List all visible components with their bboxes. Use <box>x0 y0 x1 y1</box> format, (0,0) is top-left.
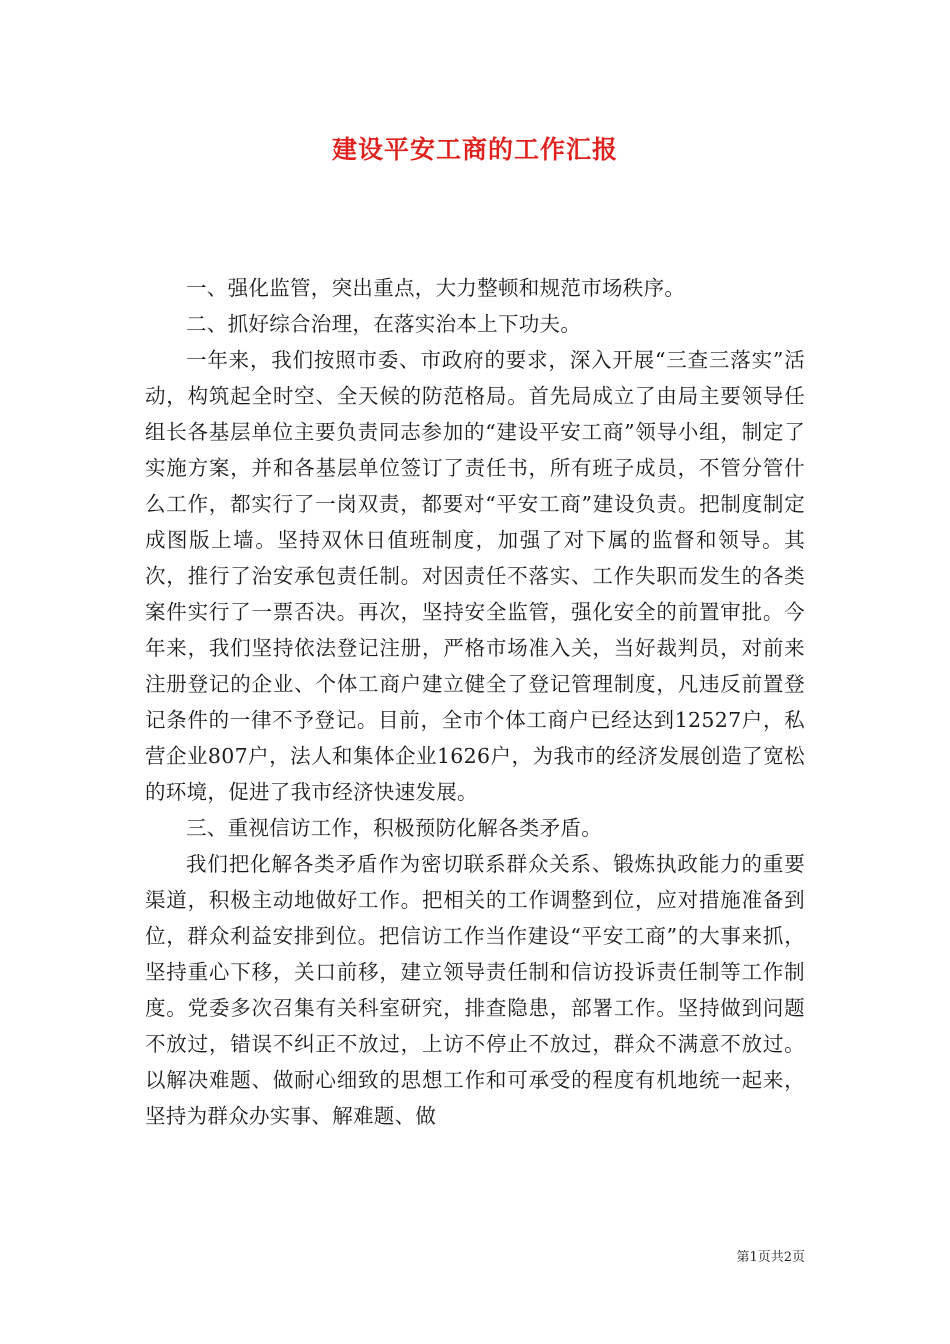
document-title: 建设平安工商的工作汇报 <box>331 135 618 164</box>
paragraph-heading-two: 二、抓好综合治理，在落实治本上下功夫。 <box>186 312 582 336</box>
paragraph-body-two: 我们把化解各类矛盾作为密切联系群众关系、锻炼执政能力的重要渠道，积极主动地做好工作。把相关的工作调整到位，应对措施准备到位，群众利益安排到位。把信访工作当作建设“平安工商”的大事来抓，坚持重心下移，关口前移，建立领导责任制和信访投诉责任制等工作制度。党委多次召集有关科室研究，排查隐患，部署工作。坚持做到问题不放过，错误不纠正不放过，上访不停止不放过，群众不满意不放过。以解决难题、做耐心细致的思想工作和可承受的程度有机地统一起来，坚持为群众办实事、解难题、做 <box>145 852 805 1128</box>
page-number: 第1页共2页 <box>736 1250 805 1265</box>
paragraph-body-one: 一年来，我们按照市委、市政府的要求，深入开展“三查三落实”活动，构筑起全时空、全天候的防范格局。首先局成立了由局主要领导任组长各基层单位主要负责同志参加的“建设平安工商”领导小组，制定了实施方案，并和各基层单位签订了责任书，所有班子成员，不管分管什么工作，都实行了一岗双责，都要对“平安工商”建设负责。把制度制定成图版上墙。坚持双休日值班制度，加强了对下属的监督和领导。其次，推行了治安承包责任制。对因责任不落实、工作失职而发生的各类案件实行了一票否决。再次，坚持安全监管，强化安全的前置审批。今年来，我们坚持依法登记注册，严格市场准入关，当好裁判员，对前来注册登记的企业、个体工商户建立健全了登记管理制度，凡违反前置登记条件的一律不予登记。目前，全市个体工商户已经达到12527户，私营企业807户，法人和集体企业1626户，为我市的经济发展创造了宽松的环境，促进了我市经济快速发展。 <box>145 348 805 804</box>
paragraph-heading-three: 三、重视信访工作，积极预防化解各类矛盾。 <box>186 816 602 840</box>
document-body <box>145 270 805 1134</box>
paragraph-heading-one: 一、强化监管，突出重点，大力整顿和规范市场秩序。 <box>186 276 686 300</box>
